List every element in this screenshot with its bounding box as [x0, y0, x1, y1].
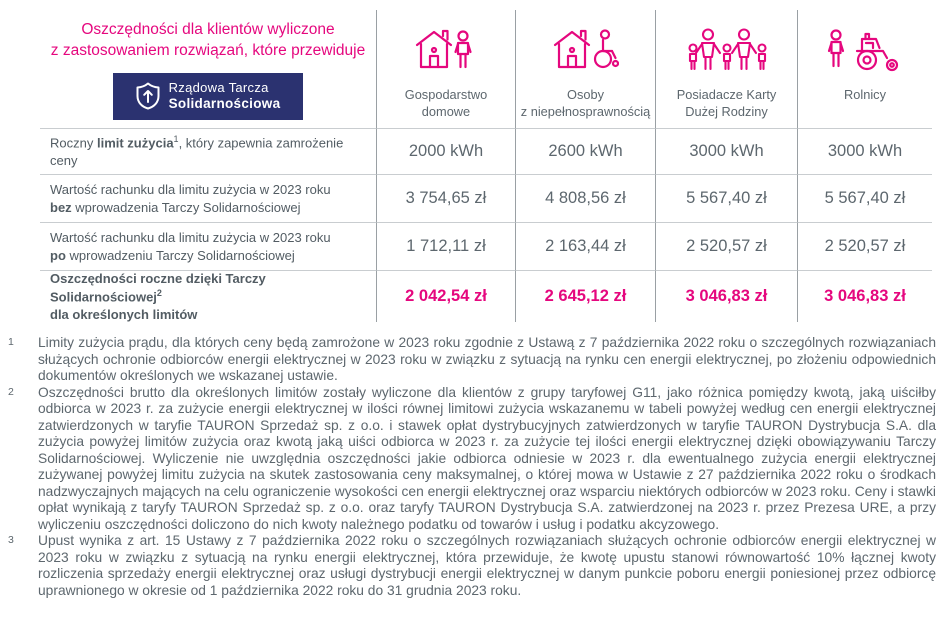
- title-line1: Oszczędności dla klientów wyliczone: [81, 21, 335, 38]
- household-icon: [415, 25, 477, 75]
- column-label-large-family: Posiadacze Karty Dużej Rodziny: [676, 87, 777, 119]
- column-label-farmers: Rolnicy: [844, 87, 886, 102]
- government-shield-logo: [113, 73, 303, 120]
- savings-table: [40, 10, 932, 322]
- value-with-household: 1 712,11 zł: [376, 222, 515, 270]
- column-header-large-family: [655, 10, 797, 128]
- row-label-annual-savings: Oszczędności roczne dzięki Tarczy Solidarnościowej$^2$ dla określonych limitów: [40, 270, 376, 322]
- value-savings-disability: 2 645,12 zł: [515, 270, 655, 322]
- value-with-large-family: 2 520,57 zł: [655, 222, 797, 270]
- logo-line2: Solidarnościowa: [168, 96, 281, 112]
- value-without-disability: 4 808,56 zł: [515, 174, 655, 222]
- table-title-block: [40, 10, 376, 128]
- footnote-3-number: 3: [8, 534, 14, 546]
- footnotes: [8, 335, 936, 599]
- logo-text: [169, 80, 281, 113]
- table-title: [51, 20, 365, 62]
- column-label-disability: Osoby z niepełnosprawnością: [520, 87, 651, 119]
- footnote-1-text: Limity zużycia prądu, dla których ceny będą zamrożone w 2023 roku zgodnie z Ustawą z 7 października 2022 roku o szczególnych rozwiązaniach służących ochronie odbiorców energii elektrycznej w 2023 roku w związku z sytuacją na rynku cen energii elektrycznej, po złożeniu odpowiednich dokumentów określonych we wskazanej ustawie.: [38, 335, 936, 383]
- footnote-1-number: 1: [8, 336, 14, 348]
- title-line2: z zastosowaniem rozwiązań, które przewiduje: [50, 41, 366, 59]
- value-limit-large-family: 3000 kWh: [655, 128, 797, 174]
- value-limit-farmers: 3000 kWh: [797, 128, 932, 174]
- column-header-farmers: [797, 10, 932, 128]
- row-label-bill-without-shield: Wartość rachunku dla limitu zużycia w 2023 roku bez wprowadzenia Tarczy Solidarnościowej: [40, 174, 376, 222]
- footnote-1: [8, 335, 936, 385]
- footnote-3-text: Upust wynika z art. 15 Ustawy z 7 października 2022 roku o szczególnych rozwiązaniach służących ochronie odbiorców energii elektrycznej w 2023 roku w związku z sytuacją na rynku energii elektrycznej, która przewiduje, że kwotę upustu stanowi równowartość 10% łącznej kwoty rozliczenia sprzedaży energii elektrycznej oraz usługi dystrybucji energii elektrycznej w danym punkcie poboru energii poniesionej przez odbiorcę uprawnionego w okresie od 1 października 2022 roku do 31 grudnia 2023 roku.: [38, 533, 936, 598]
- value-limit-disability: 2600 kWh: [515, 128, 655, 174]
- column-label-household: Gospodarstwo domowe: [404, 87, 488, 119]
- value-without-farmers: 5 567,40 zł: [797, 174, 932, 222]
- large-family-icon: [683, 25, 771, 75]
- value-limit-household: 2000 kWh: [376, 128, 515, 174]
- value-savings-household: 2 042,54 zł: [376, 270, 515, 322]
- value-savings-large-family: 3 046,83 zł: [655, 270, 797, 322]
- disability-icon: [553, 25, 619, 75]
- logo-line1: Rządowa Tarcza: [168, 79, 269, 95]
- footnote-2-number: 2: [8, 385, 14, 398]
- footnote-2-text: Oszczędności brutto dla określonych limitów zostały wyliczone dla klientów z grupy taryfowej G11, jako różnica pomiędzy kwotą, jaką uiściłby odbiorca w 2023 r. za zużycie energii elektrycznej w ilości równej limitowi zużycia wskazanemu w tabeli powyżej według cen energii elektrycznej zatwierdzonych w taryfie TAURON Sprzedaż sp. z o.o. i stawek opłat dystrybucyjnych zatwierdzonych w taryfie TAURON Dystrybucja S.A. dla zużycia powyżej limitów zużycia oraz kwotą jaką uiści odbiorca w 2023 r. za zużycie tej ilości energii elektrycznej dzięki obowiązywaniu Tarczy Solidarnościowej. Wyliczenie nie uwzględnia oszczędności jakie odbiorca odniesie w 2023 r. dla ewentualnego zużycia energii elektrycznej zużywanej powyżej limitu zużycia na skutek zastosowania ceny maksymalnej, o której mowa w Ustawie z 27 października 2022 roku o środkach nadzwyczajnych mających na celu ograniczenie wysokości cen energii elektrycznej oraz wsparciu niektórych odbiorców w 2023 roku. Ceny i stawki opłat wynikają z taryfy TAURON Sprzedaż sp. z o.o. oraz taryfy TAURON Dystrybucja S.A. zatwierdzonej na 2023 r. przez Prezesa URE, a przy wyliczeniu oszczędności doliczono do nich kwoty należnego podatku od towarów i usług i podatku akcyzowego.: [38, 384, 936, 532]
- value-without-household: 3 754,65 zł: [376, 174, 515, 222]
- value-savings-farmers: 3 046,83 zł: [797, 270, 932, 322]
- row-label-annual-limit: Roczny limit zużycia$^1$, który zapewnia zamrożenie ceny: [40, 128, 376, 174]
- row-label-bill-with-shield: Wartość rachunku dla limitu zużycia w 2023 roku po wprowadzeniu Tarczy Solidarnościowej: [40, 222, 376, 270]
- value-without-large-family: 5 567,40 zł: [655, 174, 797, 222]
- column-header-disability: [515, 10, 655, 128]
- value-with-disability: 2 163,44 zł: [515, 222, 655, 270]
- farmers-icon: [827, 25, 903, 75]
- shield-icon: [136, 82, 160, 110]
- value-with-farmers: 2 520,57 zł: [797, 222, 932, 270]
- footnote-3: [8, 533, 936, 599]
- footnote-2: [8, 385, 936, 534]
- column-header-household: [376, 10, 515, 128]
